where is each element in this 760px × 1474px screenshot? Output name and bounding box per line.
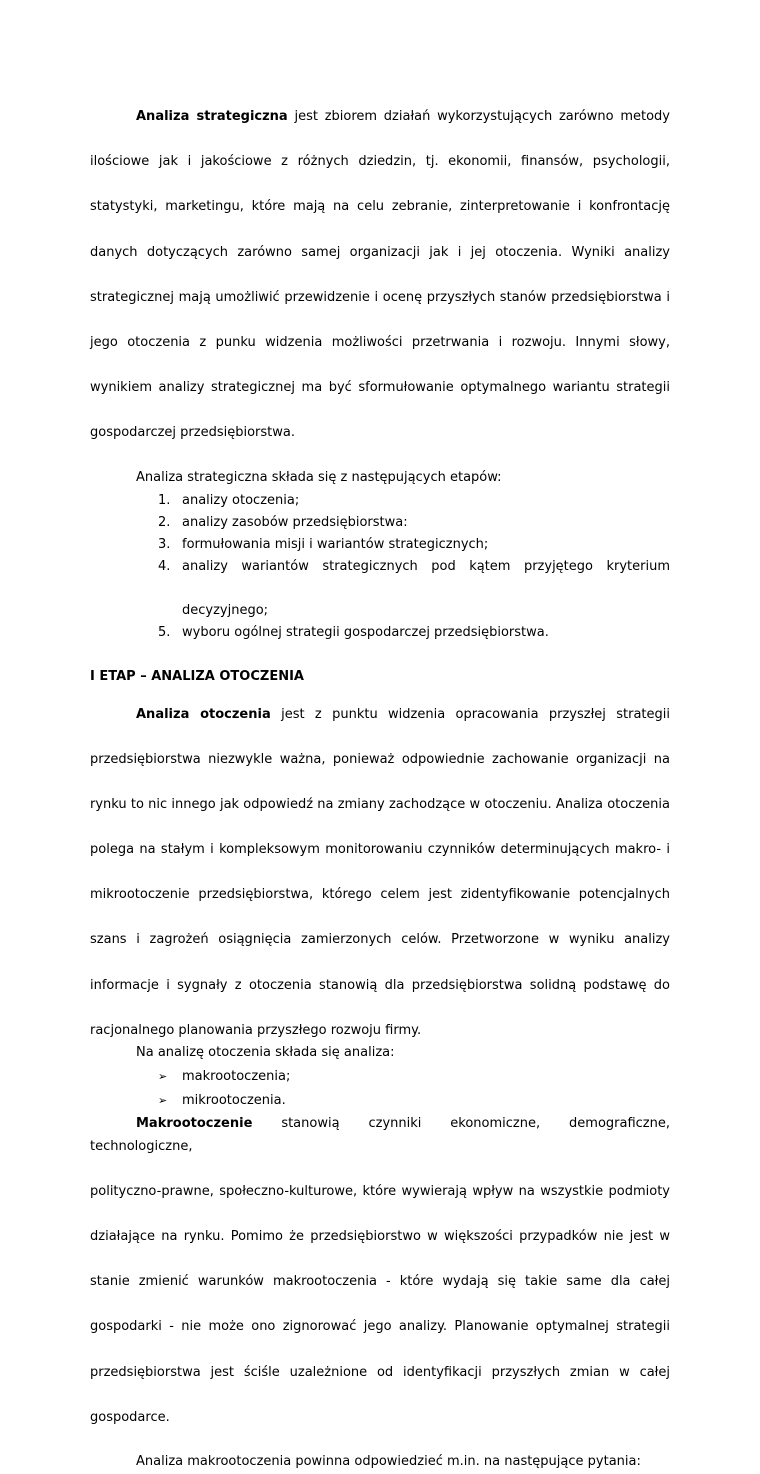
makro-line: gospodarce. <box>90 1409 170 1425</box>
intro-line: danych dotyczących zarówno samej organizacji jak i jej otoczenia. Wyniki analizy <box>90 244 670 260</box>
makro-line: działające na rynku. Pomimo że przedsiębiorstwo w większości przypadków nie jest w <box>90 1228 670 1244</box>
makro-line: stanie zmienić warunków makrootoczenia - które wydają się takie same dla całej <box>90 1274 670 1290</box>
makro-term: Makrootoczenie <box>136 1116 253 1131</box>
otoczenie-line: polega na stałym i kompleksowym monitorowaniu czynników determinujących makro- i <box>90 842 670 858</box>
intro-paragraph <box>90 106 670 445</box>
otoczenie-line: informacje i sygnały z otoczenia stanowią dla przedsiębiorstwa solidną podstawę do <box>90 977 670 993</box>
makro-line: przedsiębiorstwa jest ściśle uzależnione od identyfikacji przyszłych zmian w całej <box>90 1364 670 1380</box>
makro-line: Makrootoczenie stanowią czynniki ekonomiczne, demograficzne, technologiczne, <box>90 1116 670 1154</box>
otoczenie-paragraph <box>90 704 670 1043</box>
list-item-continuation: decyzyjnego; <box>182 602 269 618</box>
closing-line: Analiza makrootoczenia powinna odpowiedzieć m.in. na następujące pytania: <box>136 1454 641 1470</box>
makro-line: gospodarki - nie może ono zignorować jego analizy. Planowanie optymalnej strategii <box>90 1319 670 1335</box>
intro-line: Analiza strategiczna jest zbiorem działań wykorzystujących zarówno metody <box>136 109 671 124</box>
list-item: 3. formułowania misji i wariantów strategicznych; <box>158 536 489 552</box>
intro-line: ilościowe jak i jakościowe z różnych dziedzin, tj. ekonomii, finansów, psychologii, <box>90 154 670 170</box>
arrow-bullet-icon: ➢ <box>158 1070 168 1083</box>
arrow-bullet-icon: ➢ <box>158 1094 168 1107</box>
list-item: ➢ makrootoczenia; <box>90 1065 670 1089</box>
makro-line: polityczno-prawne, społeczno-kulturowe, które wywierają wpływ na wszystkie podmioty <box>90 1183 670 1199</box>
intro-line: statystyki, marketingu, które mają na celu zebranie, zinterpretowanie i konfrontację <box>90 199 670 215</box>
list-item: ➢ mikrootoczenia. <box>90 1089 670 1113</box>
otoczenie-line: szans i zagrożeń osiągnięcia zamierzonych celów. Przetworzone w wyniku analizy <box>90 932 670 948</box>
otoczenie-line: rynku to nic innego jak odpowiedź na zmiany zachodzące w otoczeniu. Analiza otoczenia <box>90 796 670 812</box>
intro-line: jego otoczenia z punku widzenia możliwości przetrwania i rozwoju. Innymi słowy, <box>90 334 670 350</box>
otoczenie-line: racjonalnego planowania przyszłego rozwoju firmy. <box>90 1022 422 1038</box>
list-item: 1. analizy otoczenia; <box>158 492 300 508</box>
otoczenie-line: mikrootoczenie przedsiębiorstwa, którego celem jest zidentyfikowanie potencjalnych <box>90 887 670 903</box>
list-item: 5. wyboru ogólnej strategii gospodarczej przedsiębiorstwa. <box>158 624 549 640</box>
intro-line: wynikiem analizy strategicznej ma być sformułowanie optymalnego wariantu strategii <box>90 380 670 396</box>
stages-lead: Analiza strategiczna składa się z następujących etapów: <box>136 469 502 485</box>
otoczenie-lead: Na analizę otoczenia składa się analiza: <box>136 1045 395 1061</box>
otoczenie-line: przedsiębiorstwa niezwykle ważna, ponieważ odpowiednie zachowanie organizacji na <box>90 751 670 767</box>
list-item: 2. analizy zasobów przedsiębiorstwa: <box>158 514 408 530</box>
otoczenie-term: Analiza otoczenia <box>136 706 271 722</box>
stages-list <box>90 490 670 644</box>
intro-term: Analiza strategiczna <box>136 109 288 124</box>
intro-line: strategicznej mają umożliwić przewidzenie i ocenę przyszłych stanów przedsiębiorstwa i <box>90 289 670 305</box>
otoczenie-line: Analiza otoczenia jest z punktu widzenia opracowania przyszłej strategii <box>136 706 670 722</box>
list-item: 4. analizy wariantów strategicznych pod kątem przyjętego kryterium <box>158 558 670 574</box>
makro-paragraph <box>90 1113 670 1429</box>
document-page <box>90 106 670 1474</box>
intro-line: gospodarczej przedsiębiorstwa. <box>90 425 295 441</box>
otoczenie-bullets <box>90 1065 670 1113</box>
section-heading: I ETAP – ANALIZA OTOCZENIA <box>90 668 304 684</box>
